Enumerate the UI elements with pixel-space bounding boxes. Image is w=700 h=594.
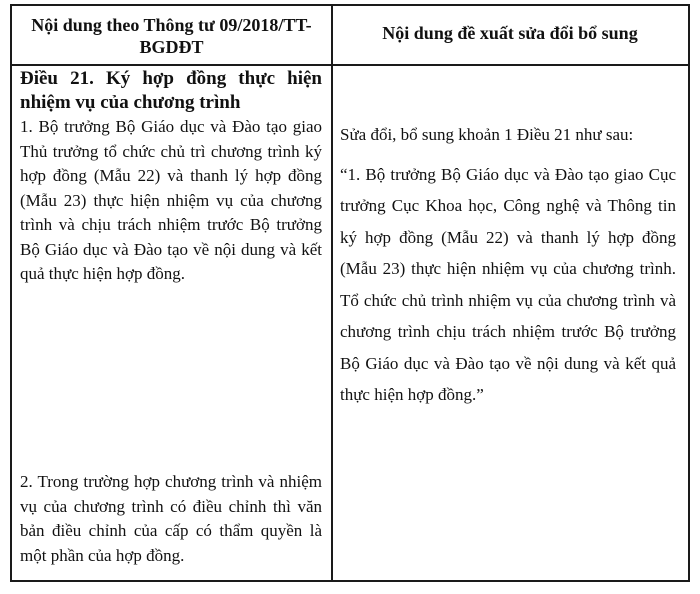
header-proposed-content: Nội dung đề xuất sửa đổi bổ sung (382, 23, 638, 43)
current-clause-2: 2. Trong trường hợp chương trình và nhiệm vụ của chương trình có điều chỉnh thì văn bản điều chỉnh của cấp có thẩm quyền là một phần của hợp đồng. (20, 472, 322, 565)
header-current-content: Nội dung theo Thông tư 09/2018/TT-BGDĐT (31, 15, 312, 57)
proposal-text: “1. Bộ trưởng Bộ Giáo dục và Đào tạo giao Cục trưởng Cục Khoa học, Công nghệ và Thông tin ký hợp đồng (Mẫu 22) và thanh lý hợp đồng (Mẫu 23) thực hiện nhiệm vụ của chương trình. Tổ chức chủ trình nhiệm vụ của chương trình và chương trình chịu trách nhiệm trước Bộ trưởng Bộ Giáo dục và Đào tạo về nội dung và kết quả thực hiện hợp đồng.” (340, 164, 676, 404)
comparison-table (10, 4, 690, 582)
proposed-content-cell (340, 119, 676, 411)
proposal-intro: Sửa đổi, bổ sung khoản 1 Điều 21 như sau: (340, 125, 634, 144)
article-title: Điều 21. Ký hợp đồng thực hiện nhiệm vụ của chương trình (20, 68, 322, 113)
current-content-cell (20, 67, 322, 287)
current-clause-1: 1. Bộ trưởng Bộ Giáo dục và Đào tạo giao Thủ trưởng tổ chức chủ trì chương trình ký hợp đồng (Mẫu 22) và thanh lý hợp đồng (Mẫu 23) thực hiện nhiệm vụ của chương trình và chịu trách nhiệm trước Bộ trưởng Bộ Giáo dục và Đào tạo về nội dung và kết quả thực hiện hợp đồng. (20, 117, 322, 283)
current-clause-2-cell (20, 470, 322, 568)
column-divider (331, 6, 333, 580)
header-divider (12, 64, 688, 66)
